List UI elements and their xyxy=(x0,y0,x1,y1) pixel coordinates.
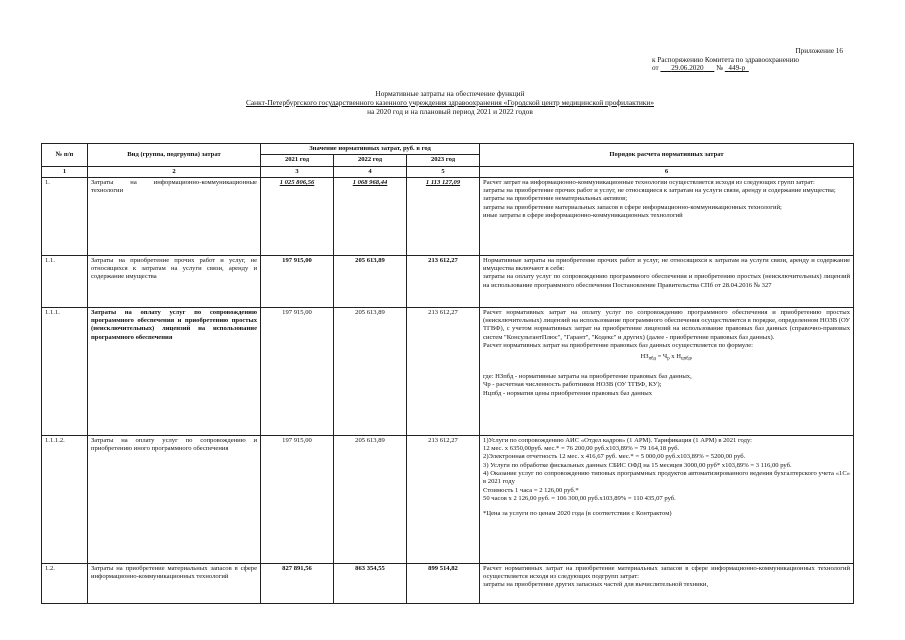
appendix-date-line xyxy=(652,64,852,73)
formula-part: НЗ xyxy=(640,353,649,361)
table-row xyxy=(42,563,854,603)
title-line-2: Санкт-Петербургского государственного казенного учреждения здравоохранения «Городской центр медицинской профилактики» xyxy=(245,98,655,107)
row-num: 1. xyxy=(42,177,88,255)
header-values: Значение нормативных затрат, руб. в год xyxy=(261,144,480,155)
decree-number-value: 449-р xyxy=(728,64,746,73)
date-prefix: от xyxy=(652,64,659,73)
row-value-2022: 1 068 968,44 xyxy=(334,177,407,255)
legal-db-formula xyxy=(483,350,850,366)
formula-subscript: цпбд xyxy=(681,356,691,362)
appendix-block xyxy=(652,47,852,73)
row-value-2021: 197 915,00 xyxy=(261,307,334,435)
row-value-2021: 197 915,00 xyxy=(261,255,334,307)
header-kind: Вид (группа, подгруппа) затрат xyxy=(88,144,261,167)
row-order xyxy=(480,563,854,603)
table-row xyxy=(42,177,854,255)
header-num: № п/п xyxy=(42,144,88,167)
formula-subscript: р xyxy=(667,356,670,362)
row-value-2022: 205 613,89 xyxy=(334,307,407,435)
order-line: иные затраты в сфере информационно-коммуникационных технологий xyxy=(483,212,683,220)
column-number-row xyxy=(42,166,854,177)
formula-part: , xyxy=(690,353,693,361)
order-line: затраты на приобретение материальных запасов в сфере информационно-коммуникационных технологий; xyxy=(483,203,782,211)
legend-line: Нцпбд - норматив цены приобретения правовых баз данных xyxy=(483,389,653,397)
decree-date-value: 29.06.2020 xyxy=(671,64,704,73)
row-num: 1.1.1. xyxy=(42,307,88,435)
table-row xyxy=(42,435,854,563)
document-title xyxy=(150,89,750,116)
row-value-2022: 205 613,89 xyxy=(334,435,407,563)
col-number: 3 xyxy=(261,166,334,177)
order-line: 12 мес. х 6350,00руб. мес.* = 76 200,00 руб.х103,89% = 79 164,18 руб. xyxy=(483,445,680,453)
row-value-2023: 899 514,82 xyxy=(407,563,480,603)
col-number: 1 xyxy=(42,166,88,177)
col-number: 5 xyxy=(407,166,480,177)
row-value-2023: 213 612,27 xyxy=(407,307,480,435)
order-line: Расчет нормативных затрат на приобретение материальных запасов в сфере информационно-коммуникационных технологий осуществляется исходя из следующих подгрупп затрат: xyxy=(483,564,851,581)
decree-number xyxy=(725,64,749,72)
table-row xyxy=(42,255,854,307)
legend-line: где: НЗпбд - нормативные затраты на приобретение правовых баз данных, xyxy=(483,373,692,381)
order-line: Расчет нормативных затрат на приобретение правовых баз данных осуществляется по формуле: xyxy=(483,342,753,350)
number-prefix: № xyxy=(716,64,723,73)
row-num: 1.2. xyxy=(42,563,88,603)
col-number: 2 xyxy=(88,166,261,177)
decree-date xyxy=(660,64,714,72)
row-value-2021: 827 891,56 xyxy=(261,563,334,603)
table-row xyxy=(42,307,854,435)
order-line: затраты на оплату услуг по сопровождению программного обеспечения и приобретению простых (неисключительных) лицензий на использование программного обеспечения Постановление Правительства СПб от 28.04.2016 № 327 xyxy=(483,273,851,289)
row-value-2022: 205 613,89 xyxy=(334,255,407,307)
formula-part: = Ч xyxy=(655,353,668,361)
header-2022: 2022 год xyxy=(334,155,407,166)
legend-line: Чр - расчетная численность работников НОЗВ (ОУ ТГВФ, КУ); xyxy=(483,381,662,389)
header-2023: 2023 год xyxy=(407,155,480,166)
order-line: Расчет затрат на информационно-коммуникационные технологии осуществляется исходя из следующих групп затрат: xyxy=(483,178,815,186)
row-order xyxy=(480,435,854,563)
order-line: 50 часов х 2 126,00 руб. = 106 300,00 руб.х103,89% = 110 435,07 руб. xyxy=(483,494,676,502)
order-line: 3) Услуги по обработке фискальных данных СБИС ОФД на 15 месяцев 3000,00 руб* х103,89% = 3 116,00 руб. xyxy=(483,461,792,469)
title-line-1: Нормативные затраты на обеспечение функций xyxy=(375,89,525,98)
row-value-2021: 197 915,00 xyxy=(261,435,334,563)
order-line: Нормативные затраты на приобретение прочих работ и услуг, не относящихся к затратам на услуги связи, аренду и содержание имущества включают в себя: xyxy=(483,256,851,273)
order-footnote: *Цена за услуги по ценам 2020 года (в соответствии с Контрактом) xyxy=(483,510,672,518)
row-kind: Затраты на информационно-коммуникационные технологии xyxy=(88,177,261,255)
row-value-2023: 1 113 127,09 xyxy=(407,177,480,255)
header-row xyxy=(42,144,854,155)
appendix-subtitle: к Распоряжению Комитета по здравоохранению xyxy=(652,55,799,64)
row-kind: Затраты на приобретение прочих работ и услуг, не относящихся к затратам на услуги связи, аренду и содержание имущества xyxy=(88,255,261,307)
row-num: 1.1. xyxy=(42,255,88,307)
norm-costs-table xyxy=(41,143,854,604)
col-number: 4 xyxy=(334,166,407,177)
row-kind: Затраты на оплату услуг по сопровождению и приобретению иного программного обеспечения xyxy=(88,435,261,563)
formula-part: x Н xyxy=(669,353,681,361)
row-kind: Затраты на приобретение материальных запасов в сфере информационно-коммуникационных технологий xyxy=(88,563,261,603)
row-value-2023: 213 612,27 xyxy=(407,255,480,307)
row-num: 1.1.1.2. xyxy=(42,435,88,563)
header-order: Порядок расчета нормативных затрат xyxy=(480,144,854,167)
order-line: затраты на приобретение других запасных частей для вычислительной техники, xyxy=(483,581,709,589)
order-line: 1)Услуги по сопровождению АИС «Отдел кадров» (1 АРМ). Тарификация (1 АРМ) в 2021 году: xyxy=(483,436,752,444)
row-kind: Затраты на оплату услуг по сопровождению программного обеспечения и приобретению простых (неисключительных) лицензий на использование программного обеспечения xyxy=(88,307,261,435)
header-2021: 2021 год xyxy=(261,155,334,166)
row-value-2023: 213 612,27 xyxy=(407,435,480,563)
order-line: 4) Оказание услуг по сопровождению типовых программных продуктов автоматизированного ведения бухгалтерского учета «1С» в 2021 году xyxy=(483,470,851,486)
appendix-title: Приложение 16 xyxy=(795,47,843,55)
order-line: Стоимость 1 часа = 2 126,00 руб.* xyxy=(483,486,579,494)
row-order xyxy=(480,177,854,255)
order-line: затраты на приобретение прочих работ и услуг, не относящиеся к затратам на услуги связи, аренду и содержание имущества; xyxy=(483,187,836,195)
row-order xyxy=(480,307,854,435)
row-value-2021: 1 025 806,56 xyxy=(261,177,334,255)
row-order xyxy=(480,255,854,307)
col-number: 6 xyxy=(480,166,854,177)
order-line: 2)Электронная отчетность 12 мес. х 416,67 руб. мес.* = 5 000,00 руб.х103,89% = 5200,00 руб. xyxy=(483,453,746,461)
order-line: затраты на приобретение нематериальных активов; xyxy=(483,195,628,203)
title-line-3: на 2020 год и на плановый период 2021 и 2022 годов xyxy=(367,107,533,116)
row-value-2022: 863 354,55 xyxy=(334,563,407,603)
order-line: Расчет нормативных затрат на оплату услуг по сопровождению программного обеспечения и приобретению простых (неисключительных) лицензий на использование программного обеспечения осуществляется в порядке, определенном НОЗВ (ОУ ТГВФ), с учетом нормативных затрат на приобретение лицензий на использование правовых баз данных (справочно-правовых систем "КонсультантПлюс", "Гарант", "Кодекс" и других) (далее - приобретение правовых баз данных). xyxy=(483,308,851,341)
formula-subscript: пбд xyxy=(648,356,656,362)
